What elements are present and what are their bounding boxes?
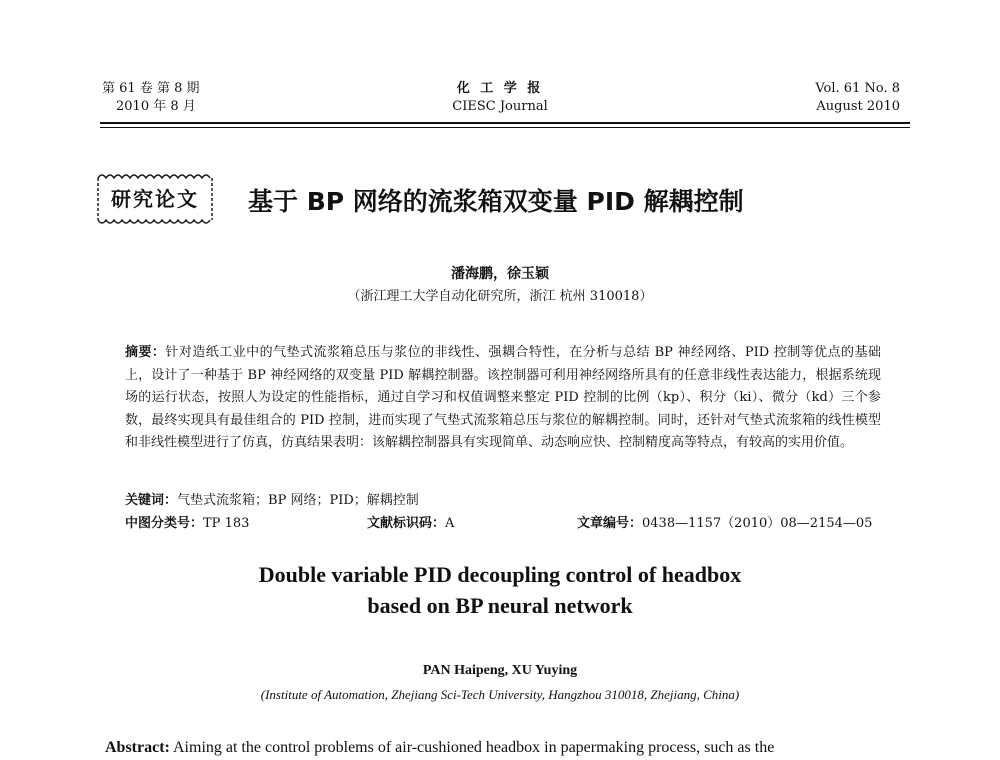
affiliation-en: (Institute of Automation, Zhejiang Sci-Tech University, Hangzhou 310018, Zhejiang, China) (260, 687, 740, 702)
authors-en: PAN Haipeng, XU Yuying (422, 663, 578, 678)
article-number (577, 512, 872, 531)
journal-volume-info-en (815, 80, 900, 116)
paper-title-cn: 基于 BP 网络的流浆箱双变量 PID 解耦控制 (248, 187, 744, 216)
keywords-cn-label: 关键词： (125, 493, 178, 508)
article-value: 0438—1157（2010）08—2154—05 (642, 516, 873, 531)
section-badge (92, 168, 218, 228)
affiliation-cn: （浙江理工大学自动化研究所，浙江 杭州 310018） (347, 289, 653, 304)
header-rule-thin (100, 127, 910, 128)
keywords-cn (125, 489, 419, 508)
abstract-cn-text: 针对造纸工业中的气垫式流浆箱总压与浆位的非线性、强耦合特性，在分析与总结 BP 神经网络、PID 控制等优点的基础上，设计了一种基于 BP 神经网络的双变量 PID 解耦控制器。该控制器可利用神经网络所具有的任意非线性表达能力，根据系统现场的运行状态，按照人为设定的性能指标，通过自学习和权值调整来整定 PID 控制的比例（kp）、积分（ki）、微分（kd）三个参数，最终实现具有最佳组合的 PID 控制，进而实现了气垫式流浆箱总压与浆位的解耦控制。同时，还针对气垫式流浆箱的线性模型和非线性模型进行了仿真，仿真结果表明：该解耦控制器具有实现简单、动态响应快、控制精度高等特点，有较高的实用价值。 (125, 345, 881, 450)
clc-number (125, 512, 249, 531)
abstract-cn (125, 342, 881, 455)
volume-issue: 第 61 卷 第 8 期 (102, 81, 200, 96)
volume-issue-en: Vol. 61 No. 8 (815, 81, 900, 96)
journal-name-en: CIESC Journal (452, 99, 548, 114)
doc-label: 文献标识码： (367, 516, 446, 531)
publication-date: 2010 年 8 月 (116, 99, 196, 114)
authors-cn: 潘海鹏，徐玉颖 (451, 266, 549, 282)
paper-title-en-line2: based on BP neural network (367, 593, 633, 618)
abstract-en (105, 739, 905, 757)
publication-date-en: August 2010 (816, 99, 900, 114)
document-code (367, 512, 454, 531)
paper-title-en-line1: Double variable PID decoupling control of headbox (258, 562, 742, 587)
clc-label: 中图分类号： (125, 516, 204, 531)
doc-value: A (445, 516, 455, 531)
paper-title-en (0, 559, 1000, 621)
keywords-cn-text: 气垫式流浆箱；BP 网络；PID；解耦控制 (177, 493, 419, 508)
abstract-en-text: Aiming at the control problems of air-cushioned headbox in papermaking process, such as the (169, 739, 775, 756)
article-label: 文章编号： (577, 516, 643, 531)
clc-value: TP 183 (203, 516, 250, 531)
journal-name-cn: 化 工 学 报 (456, 81, 544, 96)
badge-label: 研究论文 (111, 187, 199, 211)
header-rule-thick (100, 122, 910, 124)
abstract-cn-label: 摘要： (125, 345, 166, 360)
abstract-en-label: Abstract: (105, 739, 170, 756)
